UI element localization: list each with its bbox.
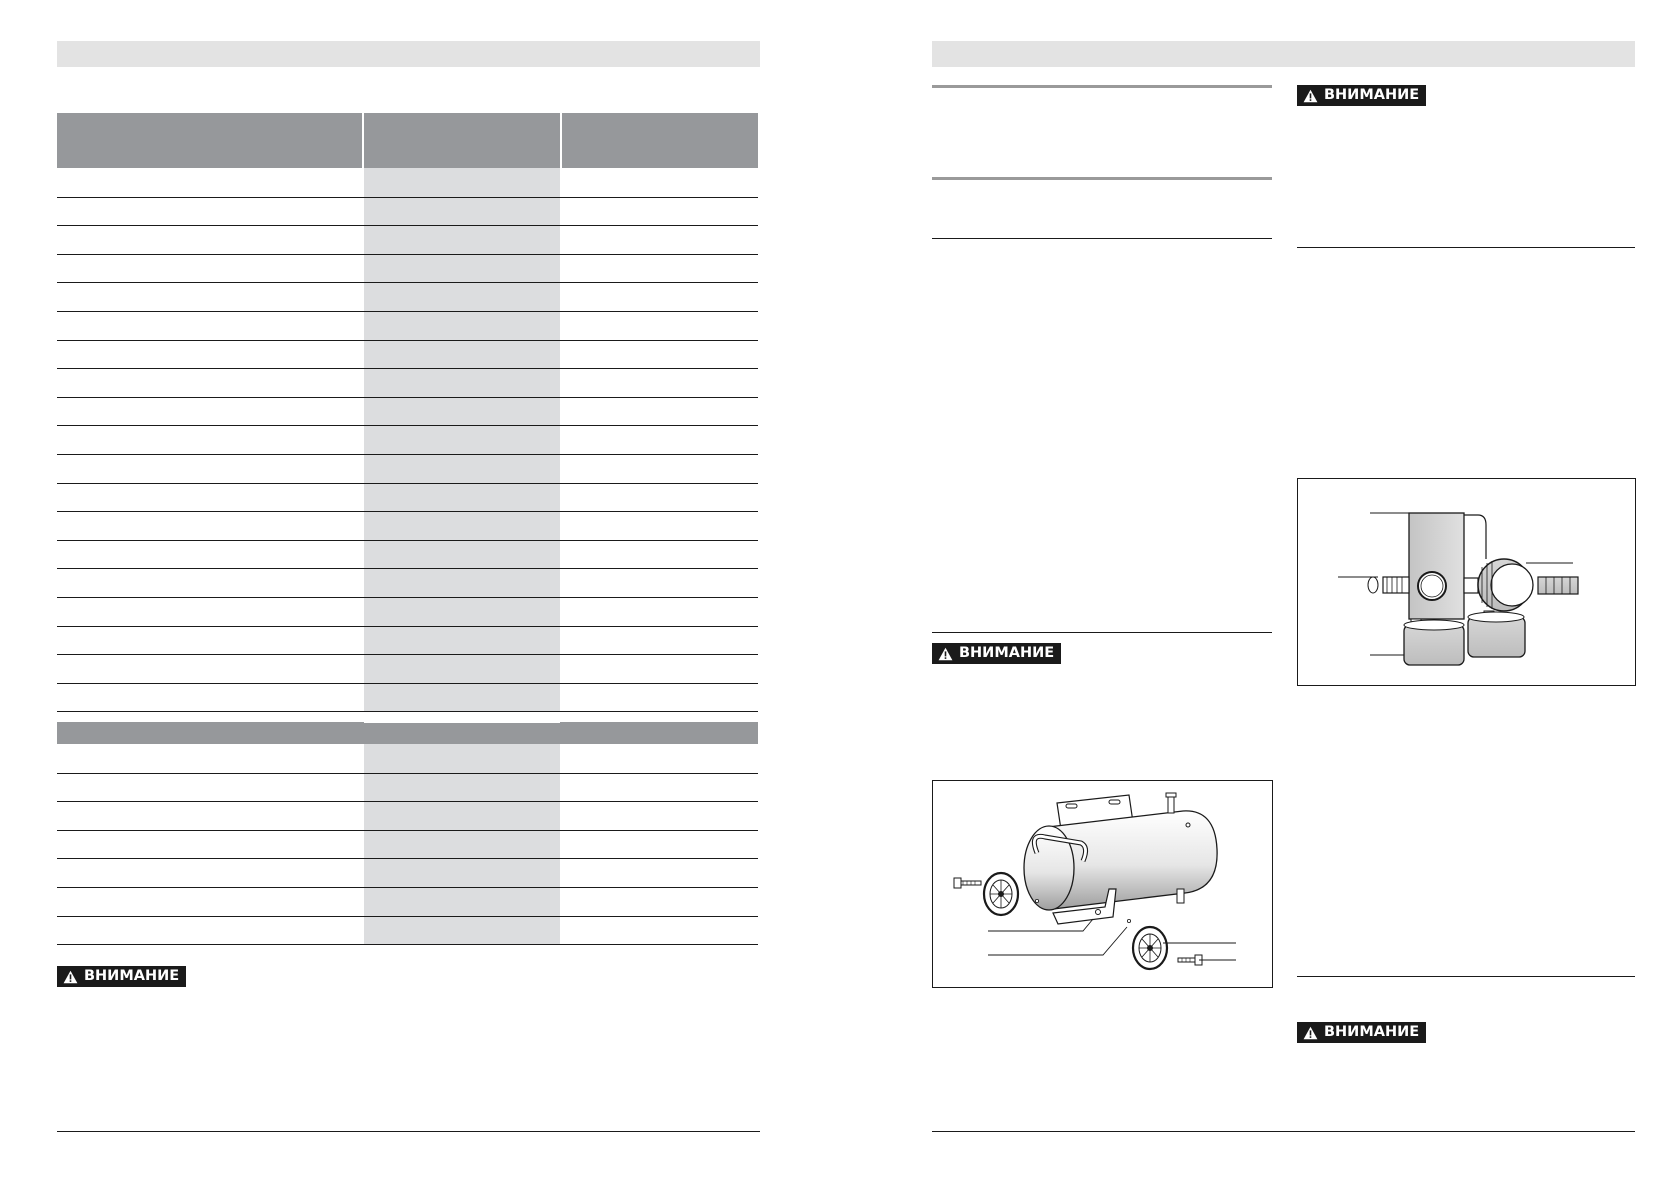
table-row-divider	[57, 511, 758, 512]
right-page-footer-rule	[932, 1131, 1635, 1132]
warning-label	[1297, 85, 1426, 106]
pressure-regulator-gauges-illustration	[1298, 479, 1634, 684]
table-gray-column	[364, 168, 560, 945]
table-row-divider	[57, 425, 758, 426]
table-row-divider	[57, 254, 758, 255]
warning-label	[1297, 1022, 1426, 1043]
table-row-divider	[57, 483, 758, 484]
table-row-divider	[57, 654, 758, 655]
table-row-divider	[57, 311, 758, 312]
section-rule	[932, 85, 1272, 88]
table-row-divider	[57, 197, 758, 198]
warning-label-text: ВНИМАНИЕ	[959, 645, 1055, 661]
left-page-header-bar	[57, 41, 760, 67]
table-row-divider	[57, 340, 758, 341]
table-row-divider	[57, 597, 758, 598]
table-header-cell-parameter	[57, 113, 362, 168]
section-rule	[932, 177, 1272, 180]
table-row-divider	[57, 568, 758, 569]
warning-triangle-icon	[63, 970, 78, 984]
table-row-divider	[57, 858, 758, 859]
section-rule	[932, 238, 1272, 239]
right-page-header-bar	[932, 41, 1635, 67]
warning-label-text: ВНИМАНИЕ	[1324, 87, 1420, 103]
table-row-divider	[57, 830, 758, 831]
table-row-divider	[57, 801, 758, 802]
table-section-gap	[364, 712, 560, 723]
section-rule	[1297, 247, 1635, 248]
table-row-divider	[57, 773, 758, 774]
regulator-figure	[1297, 478, 1636, 686]
table-row-divider	[57, 368, 758, 369]
table-row-divider	[57, 225, 758, 226]
table-row-divider	[57, 397, 758, 398]
table-row-divider	[57, 916, 758, 917]
table-row-divider	[57, 540, 758, 541]
table-row-divider	[57, 887, 758, 888]
warning-label-text: ВНИМАНИЕ	[1324, 1024, 1420, 1040]
table-row-divider	[57, 454, 758, 455]
compressor-tank-wheels-illustration	[933, 781, 1271, 986]
warning-triangle-icon	[1303, 89, 1318, 103]
warning-label	[57, 966, 186, 987]
table-row-divider	[57, 282, 758, 283]
warning-label-text: ВНИМАНИЕ	[84, 968, 180, 984]
left-page-footer-rule	[57, 1131, 760, 1132]
table-header-cell-model-1	[364, 113, 560, 168]
table-row-divider	[57, 626, 758, 627]
section-rule	[1297, 976, 1635, 977]
specifications-table	[57, 113, 758, 945]
compressor-figure	[932, 780, 1273, 988]
table-header-cell-model-2	[562, 113, 758, 168]
warning-triangle-icon	[938, 647, 953, 661]
warning-label	[932, 643, 1061, 664]
table-section-header-bar	[57, 722, 758, 744]
section-rule	[932, 632, 1272, 633]
warning-triangle-icon	[1303, 1026, 1318, 1040]
table-row-divider	[57, 944, 758, 945]
table-row-divider	[57, 683, 758, 684]
